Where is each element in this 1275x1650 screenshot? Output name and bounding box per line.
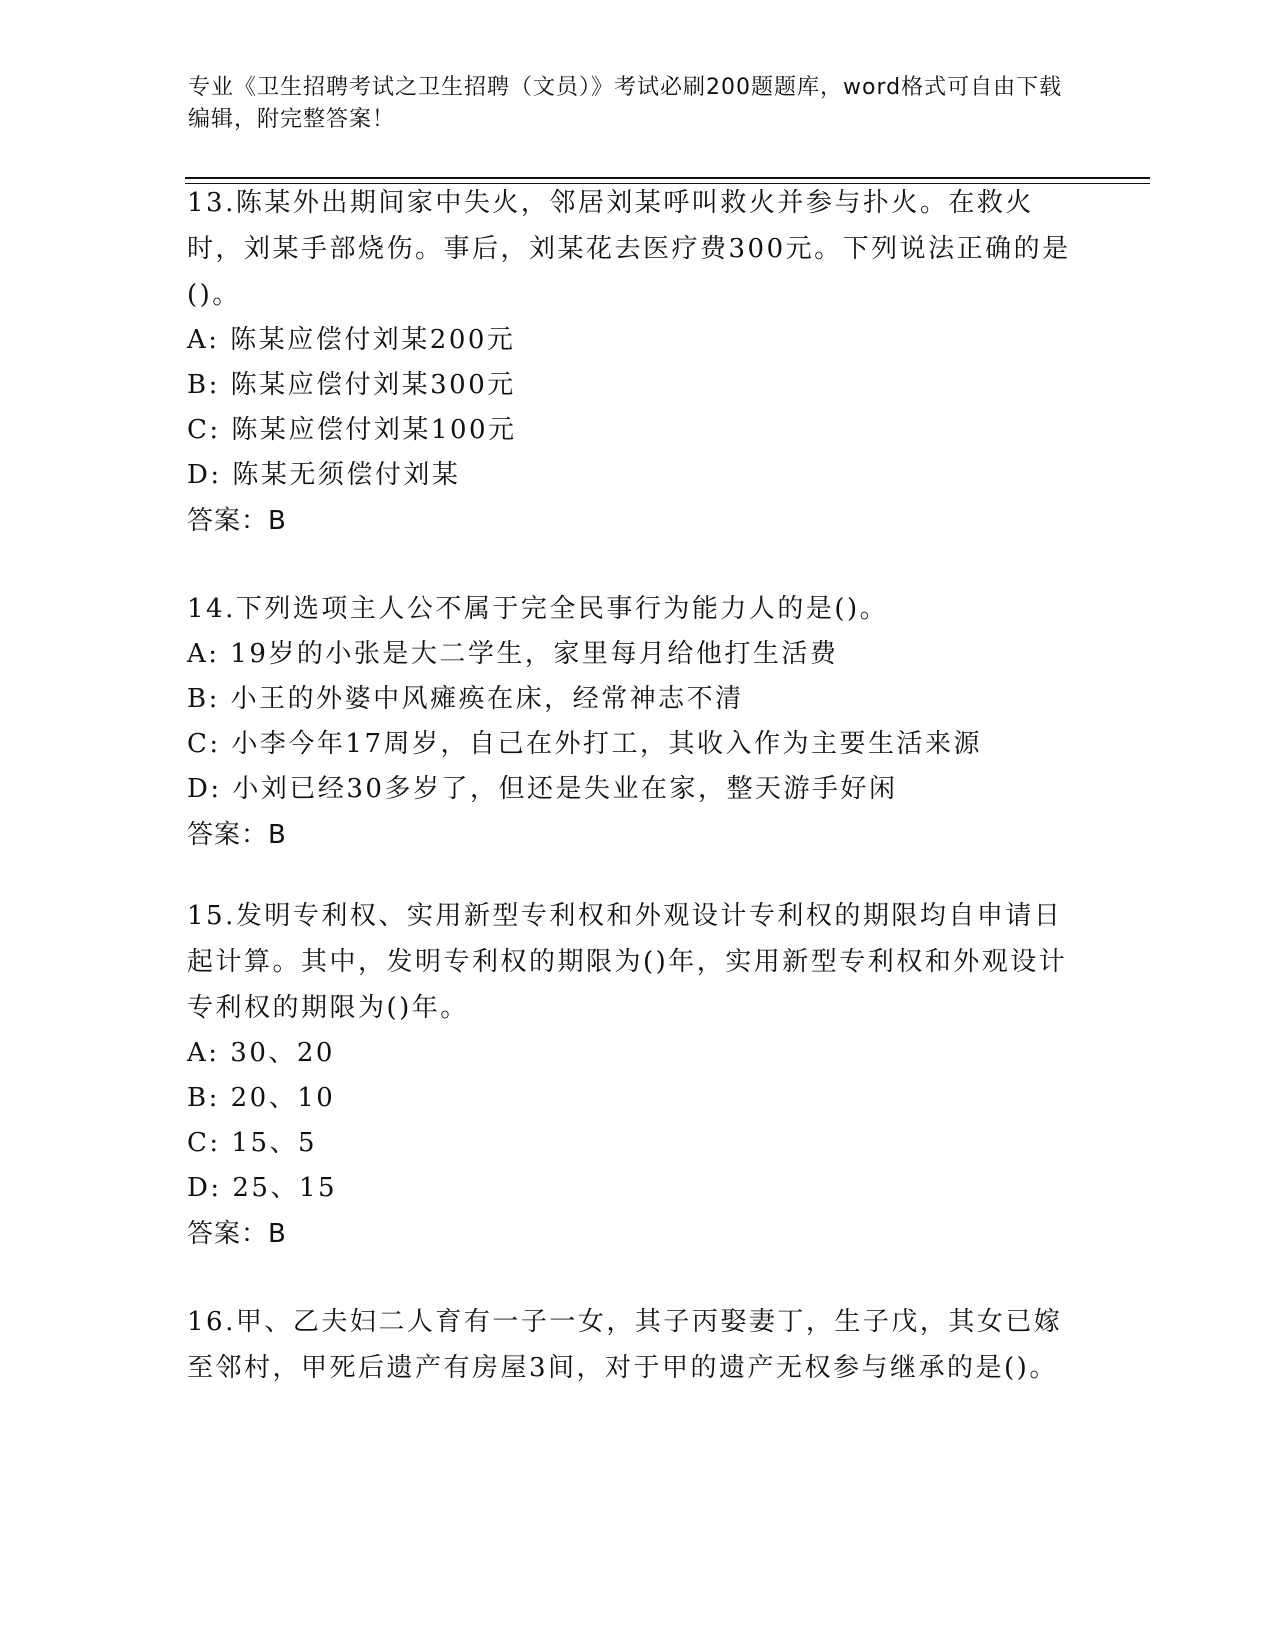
answer-label: 答案：B [187, 506, 287, 536]
header-divider-thick [185, 177, 1150, 179]
option-d: D: 25、15 [187, 1173, 338, 1203]
option-b: B: 小王的外婆中风瘫痪在床，经常神志不清 [187, 684, 744, 714]
option-c: C: 小李今年17周岁，自己在外打工，其收入作为主要生活来源 [187, 729, 983, 759]
document-header: 专业《卫生招聘考试之卫生招聘（文员）》考试必刷200题题库，word格式可自由下载编辑，附完整答案！ [188, 75, 1063, 132]
question-15 [187, 893, 1087, 1257]
question-stem: 16.甲、乙夫妇二人育有一子一女，其子丙娶妻丁，生子戊，其女已嫁至邻村，甲死后遗产有房屋3间，对于甲的遗产无权参与继承的是()。 [187, 1307, 1063, 1383]
question-stem: 14.下列选项主人公不属于完全民事行为能力人的是()。 [187, 594, 889, 624]
answer-label: 答案：B [187, 820, 287, 850]
option-c: C: 陈某应偿付刘某100元 [187, 415, 517, 445]
question-13 [187, 180, 1087, 544]
option-b: B: 20、10 [187, 1083, 336, 1113]
question-16 [187, 1299, 1087, 1391]
option-d: D: 陈某无须偿付刘某 [187, 460, 461, 490]
option-b: B: 陈某应偿付刘某300元 [187, 370, 516, 400]
question-14 [187, 586, 1087, 858]
option-a: A: 陈某应偿付刘某200元 [187, 325, 516, 355]
question-stem: 13.陈某外出期间家中失火，邻居刘某呼叫救火并参与扑火。在救火时，刘某手部烧伤。事后，刘某花去医疗费300元。下列说法正确的是()。 [187, 188, 1071, 310]
option-d: D: 小刘已经30多岁了，但还是失业在家，整天游手好闲 [187, 774, 898, 804]
answer-label: 答案：B [187, 1219, 287, 1249]
option-c: C: 15、5 [187, 1128, 318, 1158]
option-a: A: 19岁的小张是大二学生，家里每月给他打生活费 [187, 639, 839, 669]
question-stem: 15.发明专利权、实用新型专利权和外观设计专利权的期限均自申请日起计算。其中，发明专利权的期限为()年，实用新型专利权和外观设计专利权的期限为()年。 [187, 901, 1068, 1023]
option-a: A: 30、20 [187, 1038, 335, 1068]
